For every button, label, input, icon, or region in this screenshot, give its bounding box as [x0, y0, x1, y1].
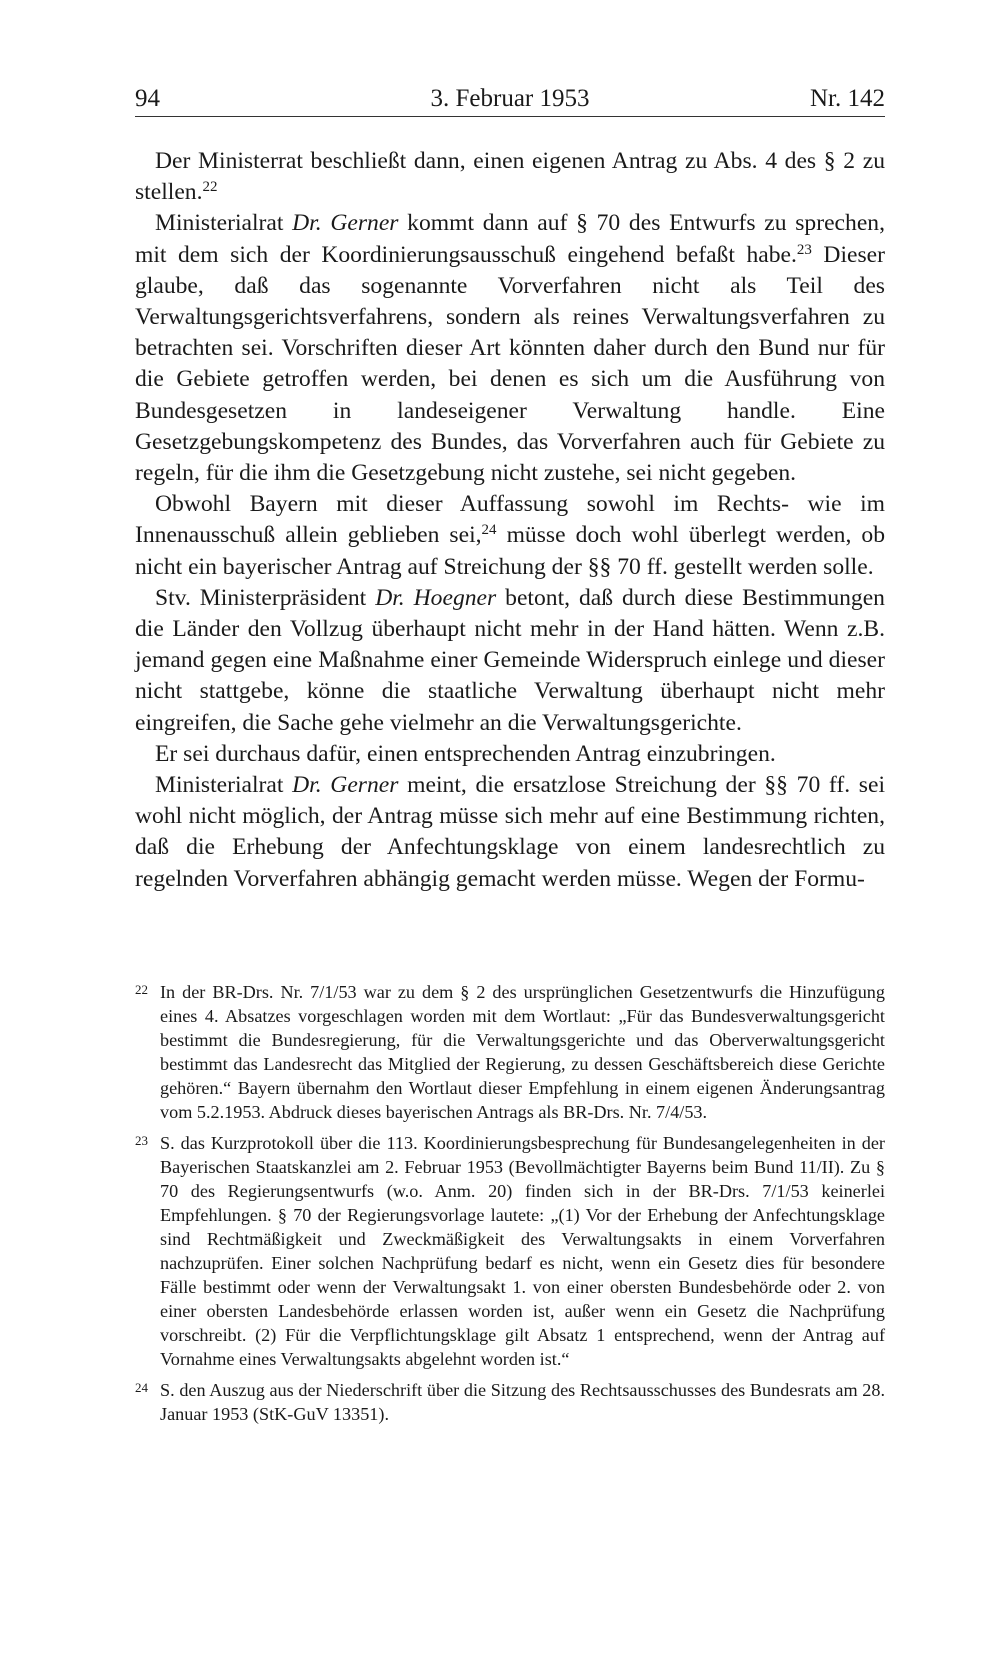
paragraph-1-text: Der Ministerrat beschließt dann, einen eigenen Antrag zu Abs. 4 des § 2 zu stellen.	[135, 148, 885, 206]
footnote	[135, 1131, 885, 1372]
paragraph-2-text-a: Ministerialrat	[155, 210, 293, 237]
document-number: Nr. 142	[810, 85, 885, 112]
paragraph-6	[135, 770, 885, 895]
header-rule	[135, 116, 885, 117]
main-text	[135, 146, 885, 895]
speaker-name: Dr. Gerner	[292, 210, 399, 237]
paragraph-6-text-b: meint, die ersatzlose Streichung der §§ 70 ff. sei wohl nicht möglich, der Antrag müsse sich mehr auf eine Bestimmung richten, daß die Erhebung der Anfechtungsklage von einem landesrechtlich zu regelnden Vorverfahren abhängig gemacht werden müsse. Wegen der Formu-	[135, 772, 886, 892]
speaker-name: Dr. Hoegner	[375, 584, 497, 611]
paragraph-4	[135, 583, 885, 739]
footnote-ref-22: 22	[202, 179, 218, 196]
running-header	[135, 82, 885, 116]
speaker-name: Dr. Gerner	[292, 772, 399, 799]
paragraph-2-text-c: Dieser glaube, daß das sogenannte Vorverfahren nicht als Teil des Verwaltungsgerichtsverfahrens, sondern als reines Verwaltungsverfahren zu betrachten sei. Vorschriften dieser Art könnten daher durch den Bund nur für die Gebiete getroffen werden, bei denen es sich um die Ausführung von Bundesgesetzen in landeseigener Verwaltung handle. Eine Gesetzgebungskompetenz des Bundes, das Vorverfahren auch für Gebiete zu regeln, für die ihm die Gesetzgebung nicht zustehe, sei nicht gegeben.	[135, 241, 886, 487]
footnote-number: 24	[135, 1379, 148, 1395]
paragraph-1	[135, 146, 885, 208]
paragraph-4-text-b: betont, daß durch diese Bestimmungen die Länder den Vollzug überhaupt nicht mehr in der Hand hätten. Wenn z.B. jemand gegen eine Maßnahme einer Gemeinde Widerspruch einlege und dieser nicht stattgebe, könne die staatliche Verwaltung überhaupt nicht mehr eingreifen, die Sache gehe vielmehr an die Verwaltungsgerichte.	[135, 584, 885, 736]
footnote	[135, 1378, 885, 1426]
paragraph-3-text-a: Obwohl Bayern mit dieser Auffassung sowohl im Rechts- wie im Innenausschuß allein geblieben sei,	[135, 491, 885, 549]
paragraph-2	[135, 208, 885, 489]
footnote-ref-24: 24	[481, 522, 497, 539]
footnote	[135, 980, 885, 1125]
footnote-number: 23	[135, 1132, 148, 1148]
paragraph-3-text-b: müsse doch wohl überlegt werden, ob nicht ein bayerischer Antrag auf Streichung der §§ 70 ff. gestellt werden solle.	[135, 522, 886, 580]
footnote-text: In der BR-Drs. Nr. 7/1/53 war zu dem § 2 des ursprünglichen Gesetzentwurfs die Hinzufügung eines 4. Absatzes vorgeschlagen worden mit dem Wortlaut: „Für das Bundesverwaltungsgericht bestimmt die Bundesregierung, für die Verwaltungsgerichte und das Oberverwaltungsgericht bestimmt das Landesrecht das Mitglied der Regierung, zu dessen Geschäftsbereich diese Gerichte gehören.“ Bayern übernahm den Wortlaut dieser Empfehlung in einem eigenen Änderungsantrag vom 5.2.1953. Abdruck dieses bayerischen Antrags als BR-Drs. Nr. 7/4/53.	[160, 982, 885, 1123]
paragraph-2-text-b: kommt dann auf § 70 des Entwurfs zu sprechen, mit dem sich der Koordinierungsausschuß eingehend befaßt habe.	[135, 210, 885, 268]
header-date: 3. Februar 1953	[430, 85, 590, 112]
footnote-text: S. den Auszug aus der Niederschrift über die Sitzung des Rechtsausschusses des Bundesrats am 28. Januar 1953 (StK-GuV 13351).	[160, 1379, 885, 1424]
paragraph-4-text-a: Stv. Ministerpräsident	[155, 584, 376, 611]
page-number: 94	[135, 85, 160, 112]
paragraph-5	[135, 739, 885, 770]
footnote-text: S. das Kurzprotokoll über die 113. Koordinierungsbesprechung für Bundesangelegenheiten in der Bayerischen Staatskanzlei am 2. Februar 1953 (Bevollmächtigter Bayerns beim Bund 11/II). Zu § 70 des Regierungsentwurfs (w.o. Anm. 20) finden sich in der BR-Drs. 7/1/53 keinerlei Empfehlungen. § 70 der Regierungsvorlage lautete: „(1) Vor der Erhebung der Anfechtungsklage sind Rechtmäßigkeit und Zweckmäßigkeit des Verwaltungsakts in einem Vorverfahren nachzuprüfen. Einer solchen Nachprüfung bedarf es nicht, wenn ein Gesetz dies für besondere Fälle bestimmt oder wenn der Verwaltungsakt 1. von einer obersten Bundesbehörde oder 2. von einer obersten Landesbehörde erlassen worden ist, außer wenn ein Gesetz die Nachprüfung vorschreibt. (2) Für die Verpflichtungsklage gilt Absatz 1 entsprechend, wenn der Antrag auf Vornahme eines Verwaltungsakts abgelehnt worden ist.“	[160, 1132, 885, 1370]
footnotes	[135, 980, 885, 1432]
paragraph-3	[135, 489, 885, 583]
paragraph-5-text: Er sei durchaus dafür, einen entsprechenden Antrag einzubringen.	[155, 740, 776, 767]
footnote-number: 22	[135, 982, 148, 997]
footnote-ref-23: 23	[796, 241, 812, 258]
paragraph-6-text-a: Ministerialrat	[155, 772, 293, 799]
